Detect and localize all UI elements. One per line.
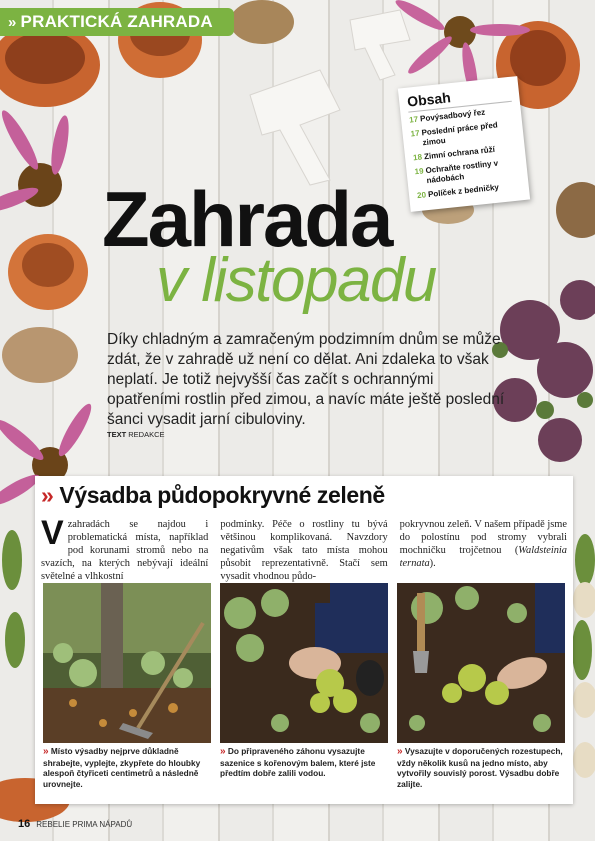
page-footer [18,818,132,830]
footer-text: REBELIE PRIMA NÁPADŮ [36,820,133,829]
body-columns [41,514,567,583]
caption-text: Místo výsadby nejprve důkladně shrabejte, vyplejte, zkypřete do hloubky alespoň čtyřiceti centimetrů a následně urovnejte. [43,746,201,789]
kicker-label: PRAKTICKÁ ZAHRADA [20,12,213,31]
body-column-1 [41,514,209,583]
toc-page: 20 [416,190,427,201]
photo-watering [397,583,565,743]
plant-latin-name: Waldsteinia ternata [399,545,567,569]
toc-label: Zimní ochrana růží [423,144,496,162]
photo-raking [43,583,211,743]
caption-text: Do připraveného záhonu vysazujte sazenice s kořenovým balem, které jste předtím dobře zalili vodou. [220,746,376,778]
table-of-contents [398,76,530,212]
toc-page: 18 [412,152,423,163]
body-column-3 [400,518,567,583]
chevron-icon: » [41,482,54,508]
body-column-2: podmínky. Péče o rostliny tu bývá většinou komplikovaná. Navzdory negativům však tato místa mohou působit reprezentativně. Stačí sem vysadit vhodnou půdo- [220,519,388,582]
section-heading-text: Výsadba půdopokryvné zeleně [59,482,385,508]
photo-strip [43,583,565,743]
caption-text: Vysazujte v doporučených rozestupech, vždy několik kusů na jedno místo, aby vytvořily souvislý porost. Výsadbu dobře zalijte. [397,746,563,789]
toc-page: 17 [408,114,419,125]
credit-label: TEXT [107,430,127,439]
toc-label: Poslední práce před zimou [421,120,499,148]
toc-label: Ochraňte rostliny v nádobách [425,158,499,186]
caption-2 [220,746,388,789]
toc-heading: Obsah [406,83,511,113]
page-title: Zahrada [102,175,392,263]
lead-paragraph: Díky chladným a zamračeným podzimním dnům se může zdát, že v zahradě už není co dělat. Ani zdaleka to však neplatí. Je totiž nejvyšší čas začít s ochrannými opatřeními rostlin před zimou, a navíc máte ještě poslední šanci vysadit jarní cibuloviny. [107,331,505,428]
chevron-icon: » [43,746,49,757]
chevron-icon: » [8,14,17,31]
author-credit [107,430,165,439]
caption-1 [43,746,211,789]
photo-planting [220,583,388,743]
toc-label: Políček z bedničky [427,182,500,200]
body-text: pokryvnou zeleň. V našem případě jsme do polostínu pod stromy vybrali mochničku trojčetnou ( [399,519,567,556]
body-text: zahradách se najdou i problematická místa, například pod korunami stromů nebo na svazích, na kterých nebývají ideální světelné a vlhkostní [41,519,209,582]
article-section [35,476,573,804]
chevron-icon: » [397,746,403,757]
drop-cap: V [41,514,64,552]
chevron-icon: » [220,746,226,757]
body-text: ). [429,558,436,569]
toc-label: Povýsadbový řez [419,107,486,124]
credit-name: REDAKCE [128,430,165,439]
page-number: 16 [18,818,31,830]
section-heading [41,482,385,509]
page-subtitle: v listopadu [156,246,436,315]
toc-page: 17 [410,128,420,139]
photo-captions [43,746,565,789]
toc-page: 19 [414,166,424,177]
caption-3 [397,746,565,789]
section-kicker [0,8,234,36]
